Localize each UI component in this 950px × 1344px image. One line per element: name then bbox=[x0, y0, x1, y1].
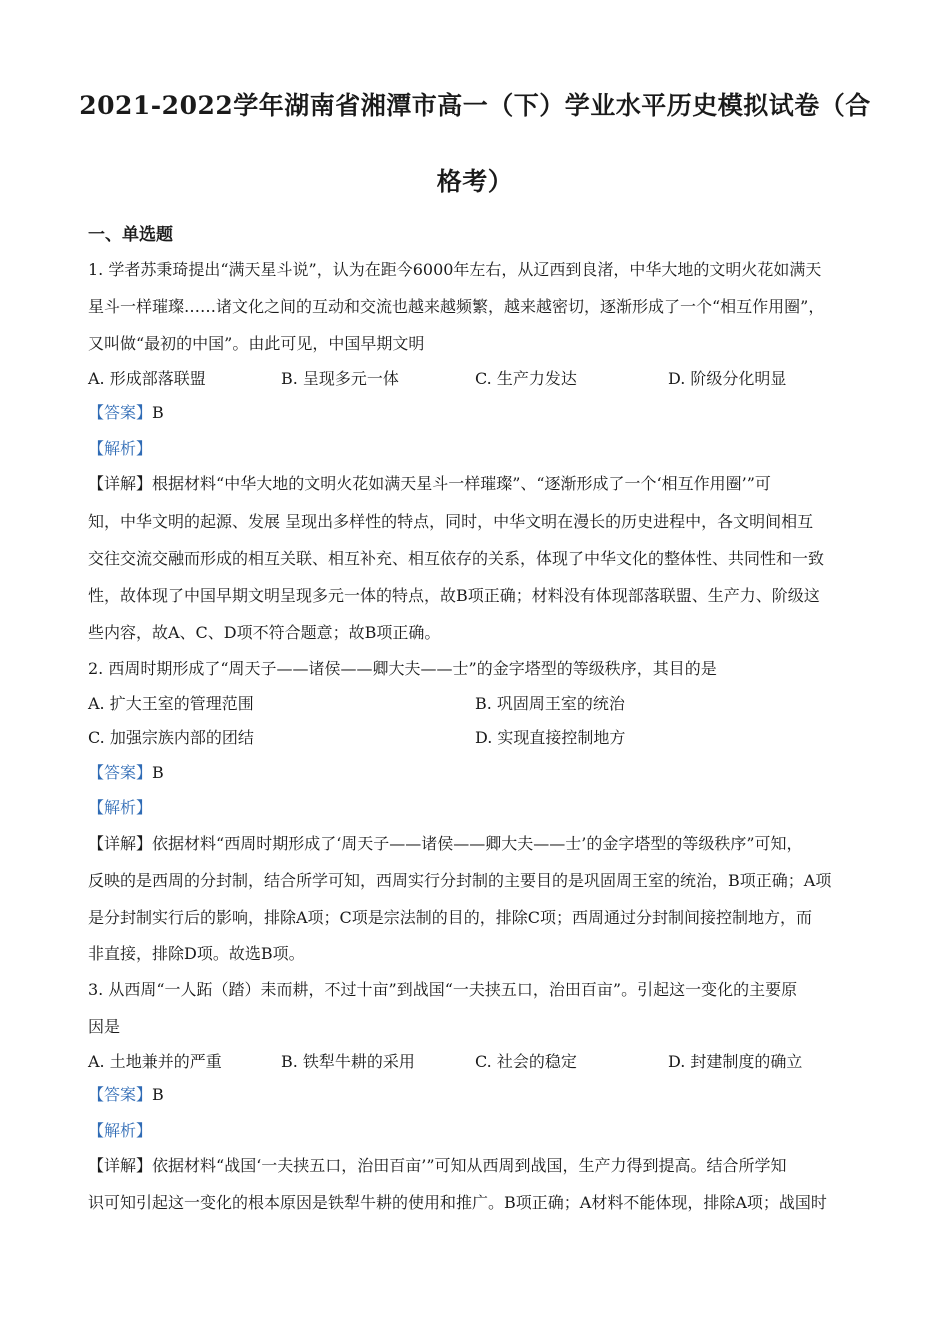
q2-option-b: B. 巩固周王室的统治 bbox=[475, 694, 625, 713]
q1-detail-line-4: 性，故体现了中国早期文明呈现多元一体的特点，故B项正确；材料没有体现部落联盟、生产力、阶级这 bbox=[88, 586, 820, 605]
q2-option-a: A. 扩大王室的管理范围 bbox=[88, 694, 254, 713]
answer-label: 【答案】 bbox=[88, 403, 153, 422]
section-heading: 一、单选题 bbox=[88, 225, 173, 245]
q3-option-a: A. 土地兼并的严重 bbox=[88, 1052, 222, 1071]
q1-answer bbox=[88, 400, 868, 423]
q3-answer bbox=[88, 1082, 868, 1105]
q3-option-c: C. 社会的稳定 bbox=[475, 1052, 577, 1071]
q2-detail-line-2: 反映的是西周的分封制，结合所学可知，西周实行分封制的主要目的是巩固周王室的统治，B项正确；A项 bbox=[88, 871, 832, 890]
answer-value: B bbox=[152, 763, 164, 782]
detail-label: 【详解】 bbox=[88, 474, 153, 493]
q2-detail-line-1 bbox=[88, 831, 868, 854]
q1-detail-line-5: 些内容，故A、C、D项不符合题意；故B项正确。 bbox=[88, 623, 441, 642]
q1-detail-line-1 bbox=[88, 471, 868, 494]
q1-option-a: A. 形成部落联盟 bbox=[88, 369, 206, 388]
q2-option-c: C. 加强宗族内部的团结 bbox=[88, 728, 254, 747]
q2-answer bbox=[88, 760, 868, 783]
detail-label: 【详解】 bbox=[88, 834, 153, 853]
q2-analysis-label: 【解析】 bbox=[88, 798, 153, 817]
q3-option-b: B. 铁犁牛耕的采用 bbox=[281, 1052, 415, 1071]
q3-detail-line-2: 识可知引起这一变化的根本原因是铁犁牛耕的使用和推广。B项正确；A材料不能体现，排除A项；战国时 bbox=[88, 1193, 827, 1212]
q2-option-d: D. 实现直接控制地方 bbox=[475, 728, 626, 747]
answer-value: B bbox=[152, 403, 164, 422]
q3-analysis-label: 【解析】 bbox=[88, 1121, 153, 1140]
q3-stem-line-1: 3. 从西周“一人跖（踏）耒而耕，不过十亩”到战国“一夫挟五口，治田百亩”。引起这一变化的主要原 bbox=[88, 980, 798, 999]
q1-analysis-label: 【解析】 bbox=[88, 439, 153, 458]
document-title-line-2: 格考） bbox=[436, 167, 514, 196]
q1-option-b: B. 呈现多元一体 bbox=[281, 369, 399, 388]
detail-label: 【详解】 bbox=[88, 1156, 153, 1175]
q2-detail-line-3: 是分封制实行后的影响，排除A项；C项是宗法制的目的，排除C项；西周通过分封制间接控制地方，而 bbox=[88, 908, 813, 927]
detail-text: 依据材料“西周时期形成了‘周天子——诸侯——卿大夫——士’的金字塔型的等级秩序”可知， bbox=[152, 834, 803, 853]
q1-stem-line-1: 1. 学者苏秉琦提出“满天星斗说”，认为在距今6000年左右，从辽西到良渚，中华大地的文明火花如满天 bbox=[88, 260, 822, 279]
q3-stem-line-2: 因是 bbox=[88, 1017, 121, 1036]
detail-text: 根据材料“中华大地的文明火花如满天星斗一样璀璨”、“逐渐形成了一个‘相互作用圈’”可 bbox=[152, 474, 771, 493]
q1-stem-line-2: 星斗一样璀璨……诸文化之间的互动和交流也越来越频繁，越来越密切，逐渐形成了一个“相互作用圈”， bbox=[88, 297, 825, 316]
q3-option-d: D. 封建制度的确立 bbox=[668, 1052, 803, 1071]
answer-label: 【答案】 bbox=[88, 1085, 153, 1104]
answer-value: B bbox=[152, 1085, 164, 1104]
q3-detail-line-1 bbox=[88, 1153, 868, 1176]
q1-detail-line-2: 知，中华文明的起源、发展 呈现出多样性的特点，同时，中华文明在漫长的历史进程中，各文明间相互 bbox=[88, 512, 814, 531]
detail-text: 依据材料“战国‘一夫挟五口，治田百亩’”可知从西周到战国，生产力得到提高。结合所学知 bbox=[152, 1156, 787, 1175]
answer-label: 【答案】 bbox=[88, 763, 153, 782]
q1-detail-line-3: 交往交流交融而形成的相互关联、相互补充、相互依存的关系，体现了中华文化的整体性、共同性和一致 bbox=[88, 549, 825, 568]
q2-detail-line-4: 非直接，排除D项。故选B项。 bbox=[88, 944, 305, 963]
q2-stem: 2. 西周时期形成了“周天子——诸侯——卿大夫——士”的金字塔型的等级秩序，其目的是 bbox=[88, 659, 717, 678]
document-title-line-1: 2021-2022学年湖南省湘潭市高一（下）学业水平历史模拟试卷（合 bbox=[79, 91, 871, 120]
q1-option-d: D. 阶级分化明显 bbox=[668, 369, 787, 388]
q1-option-c: C. 生产力发达 bbox=[475, 369, 577, 388]
q1-stem-line-3: 又叫做“最初的中国”。由此可见，中国早期文明 bbox=[88, 334, 425, 353]
